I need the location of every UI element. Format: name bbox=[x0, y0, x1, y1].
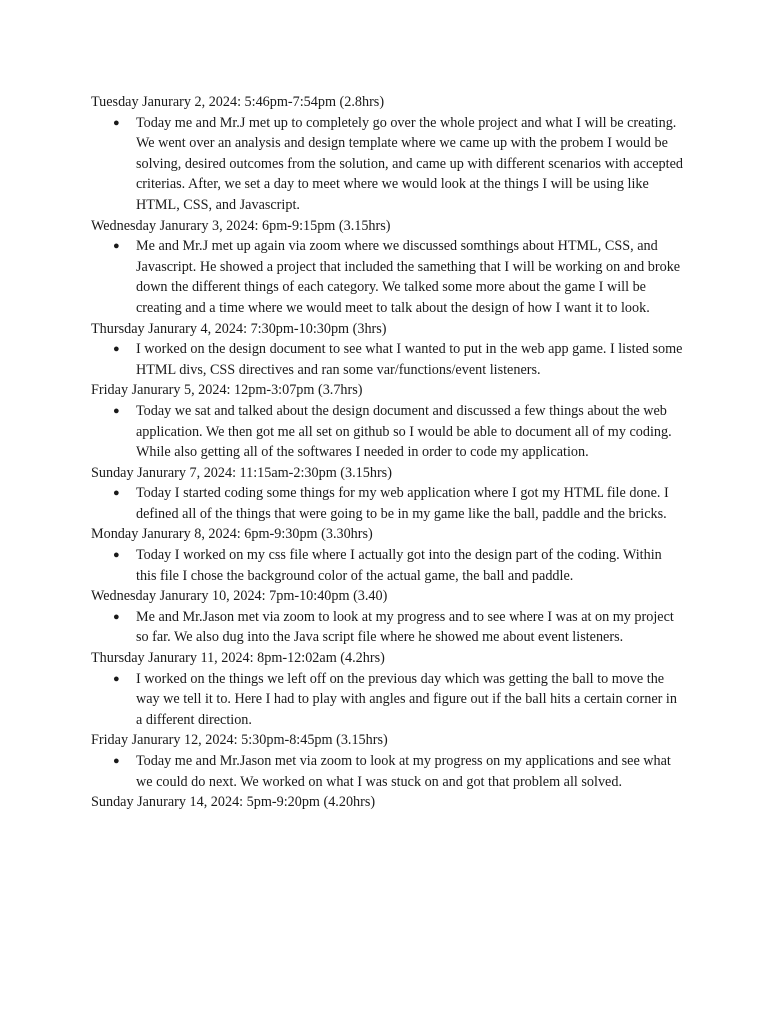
bullet-icon: ● bbox=[113, 610, 120, 623]
log-entry bbox=[91, 792, 691, 813]
bullet-icon: ● bbox=[113, 487, 120, 500]
entry-date-heading: Sunday Janurary 14, 2024: 5pm-9:20pm (4.20hrs) bbox=[91, 794, 376, 811]
entry-bullet-list bbox=[91, 669, 691, 731]
entry-date-heading: Wednesday Janurary 3, 2024: 6pm-9:15pm (3.15hrs) bbox=[91, 217, 391, 234]
bullet-icon: ● bbox=[113, 240, 120, 253]
entry-bullet-list bbox=[91, 545, 691, 586]
entry-date-heading: Sunday Janurary 7, 2024: 11:15am-2:30pm (3.15hrs) bbox=[91, 464, 392, 481]
entry-bullet-text: Today I worked on my css file where I actually got into the design part of the coding. Within this file I chose the background color of the actual game, the ball and paddle. bbox=[136, 547, 662, 584]
log-entry bbox=[91, 586, 691, 648]
log-entry bbox=[91, 463, 691, 525]
bullet-icon: ● bbox=[113, 549, 120, 562]
bullet-icon: ● bbox=[113, 755, 120, 767]
entry-bullet-item bbox=[91, 401, 691, 463]
entry-date-heading: Friday Janurary 12, 2024: 5:30pm-8:45pm (3.15hrs) bbox=[91, 732, 388, 749]
entry-bullet-list bbox=[91, 236, 691, 318]
bullet-icon: ● bbox=[113, 116, 120, 129]
entry-bullet-item bbox=[91, 483, 691, 524]
entry-bullet-text: Today me and Mr.Jason met via zoom to look at my progress on my applications and see what we could do next. We worked on what I was stuck on and got that problem all solved. bbox=[136, 753, 671, 790]
bullet-icon: ● bbox=[113, 343, 120, 356]
entry-bullet-item bbox=[91, 236, 691, 318]
entry-date-heading: Thursday Janurary 11, 2024: 8pm-12:02am (4.2hrs) bbox=[91, 650, 385, 667]
entry-bullet-list bbox=[91, 339, 691, 380]
entry-date-heading: Friday Janurary 5, 2024: 12pm-3:07pm (3.7hrs) bbox=[91, 382, 363, 399]
entry-bullet-item bbox=[91, 669, 691, 731]
entry-bullet-item bbox=[91, 607, 691, 648]
log-entry bbox=[91, 648, 691, 730]
bullet-icon: ● bbox=[113, 672, 120, 685]
entry-bullet-item bbox=[91, 545, 691, 586]
log-entry bbox=[91, 319, 691, 381]
entry-bullet-text: Me and Mr.J met up again via zoom where we discussed somthings about HTML, CSS, and Javascript. He showed a project that included the samething that I will be working on and broke down the different things of each category. We talked some more about the game I will be creating and a time where we would meet to talk about the design of how I want it to look. bbox=[136, 238, 681, 316]
entry-bullet-text: I worked on the things we left off on the previous day which was getting the ball to move the way we tell it to. Here I had to play with angles and figure out if the ball hits a certain corner in a different direction. bbox=[136, 670, 677, 728]
entry-bullet-text: Today me and Mr.J met up to completely go over the whole project and what I will be creating. We went over an analysis and design template where we came up with the probem I would be solving, desired outcomes from the solution, and came up with different scenarios with accepted criterias. After, we set a day to meet where we would look at the things I will be using like HTML, CSS, and Javascript. bbox=[136, 114, 683, 213]
entry-bullet-list bbox=[91, 607, 691, 648]
work-log-document bbox=[91, 92, 691, 813]
entry-bullet-text: I worked on the design document to see what I wanted to put in the web app game. I listed some HTML divs, CSS directives and ran some var/functions/event listeners. bbox=[136, 341, 683, 378]
entry-bullet-item bbox=[91, 113, 691, 216]
log-entry bbox=[91, 524, 691, 586]
entry-date-heading: Tuesday Janurary 2, 2024: 5:46pm-7:54pm (2.8hrs) bbox=[91, 94, 385, 110]
entry-bullet-item bbox=[91, 339, 691, 380]
log-entry bbox=[91, 92, 691, 216]
entry-bullet-text: Today we sat and talked about the design document and discussed a few things about the web application. We then got me all set on github so I would be able to document all of my coding. While also getting all of the softwares I needed in order to code my application. bbox=[136, 402, 672, 461]
entry-bullet-list bbox=[91, 113, 691, 216]
bullet-icon: ● bbox=[113, 404, 120, 417]
entry-bullet-list bbox=[91, 483, 691, 524]
entry-bullet-list bbox=[91, 401, 691, 463]
log-entry bbox=[91, 216, 691, 319]
entry-bullet-list bbox=[91, 751, 691, 792]
entry-bullet-text: Me and Mr.Jason met via zoom to look at my progress and to see where I was at on my project so far. We also dug into the Java script file where he showed me about event listeners. bbox=[136, 608, 674, 646]
entry-bullet-item bbox=[91, 751, 691, 792]
entry-date-heading: Thursday Janurary 4, 2024: 7:30pm-10:30pm (3hrs) bbox=[91, 320, 387, 337]
entry-date-heading: Wednesday Janurary 10, 2024: 7pm-10:40pm (3.40) bbox=[91, 588, 388, 605]
entry-bullet-text: Today I started coding some things for my web application where I got my HTML file done. I defined all of the things that were going to be in my game like the ball, paddle and the bricks. bbox=[136, 485, 669, 522]
log-entry bbox=[91, 380, 691, 462]
log-entry bbox=[91, 730, 691, 792]
entry-date-heading: Monday Janurary 8, 2024: 6pm-9:30pm (3.30hrs) bbox=[91, 526, 373, 543]
